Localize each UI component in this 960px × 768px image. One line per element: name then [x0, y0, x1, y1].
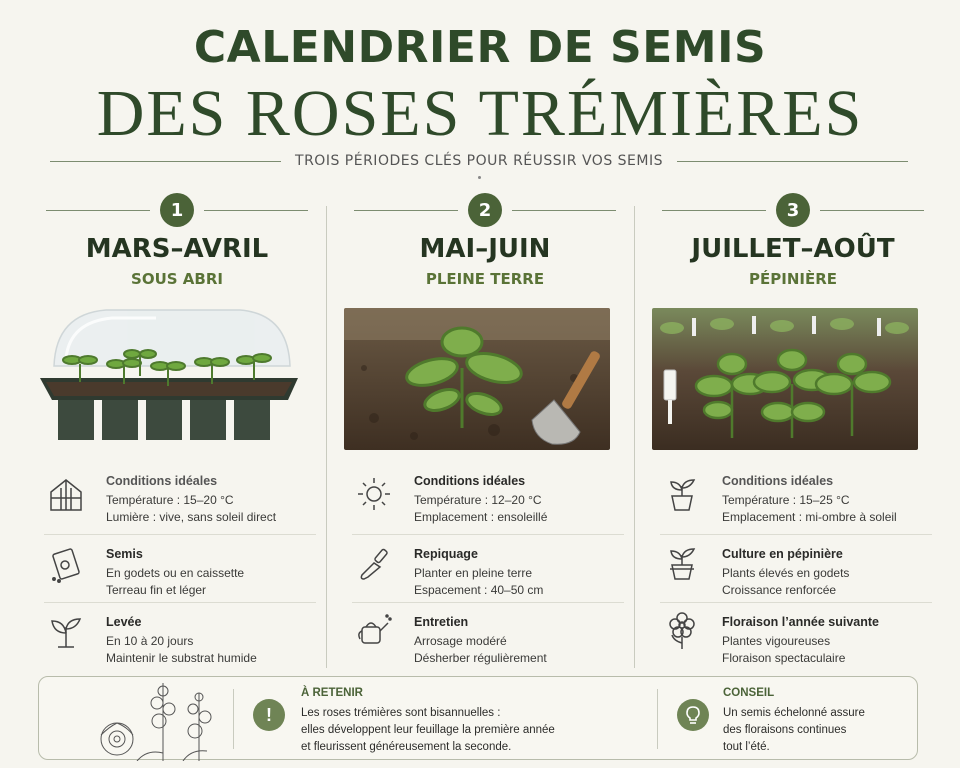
item-line: Planter en pleine terre: [414, 566, 533, 580]
levee-block: [44, 602, 316, 670]
step-number-row: [46, 194, 308, 226]
conditions-block: [660, 466, 932, 534]
divider: [46, 210, 150, 211]
item-heading: Culture en pépinière: [722, 547, 843, 561]
item-line: Plants élevés en godets: [722, 566, 850, 580]
page-subtitle: TROIS PÉRIODES CLÉS POUR RÉUSSIR VOS SEMIS: [295, 153, 663, 169]
divider: [677, 161, 908, 162]
item-heading: Conditions idéales: [414, 474, 526, 488]
item-heading: Semis: [106, 547, 143, 561]
greenhouse-icon: [46, 474, 86, 514]
conseil-line: des floraisons continues: [723, 724, 847, 736]
pepiniere-block: [660, 534, 932, 602]
conditions-block: [44, 466, 316, 534]
item-line: En godets ou en caissette: [106, 566, 245, 580]
step-number-row: [354, 194, 616, 226]
period-column-1: [32, 190, 322, 672]
page-title-line2: DES ROSES TRÉMIÈRES: [96, 77, 864, 150]
item-heading: Conditions idéales: [106, 474, 218, 488]
item-line: Maintenir le substrat humide: [106, 651, 257, 665]
retenir-text: [301, 705, 555, 756]
item-heading: Conditions idéales: [722, 474, 834, 488]
item-line: Température : 12–20 °C: [414, 493, 542, 507]
period-column-3: [648, 190, 938, 672]
item-line: Arrosage modéré: [414, 634, 507, 648]
item-heading: Repiquage: [414, 547, 478, 561]
item-line: Lumière : vive, sans soleil direct: [106, 510, 277, 524]
exclamation-icon: !: [253, 699, 285, 731]
divider: [820, 210, 924, 211]
entretien-block: [352, 602, 624, 670]
item-heading: Levée: [106, 615, 142, 629]
repiquage-block: [352, 534, 624, 602]
divider: [50, 161, 281, 162]
page-title-line1: CALENDRIER DE SEMIS: [193, 22, 767, 73]
step-number-row: [662, 194, 924, 226]
column-divider: [634, 206, 635, 668]
step-number-badge: 2: [468, 193, 502, 227]
item-heading: Floraison l’année suivante: [722, 615, 879, 629]
period-mode: PLEINE TERRE: [425, 270, 545, 288]
item-line: Espacement : 40–50 cm: [414, 583, 544, 597]
decorative-dot: [478, 176, 481, 179]
watering-can-icon: [354, 611, 394, 651]
item-line: Emplacement : mi-ombre à soleil: [722, 510, 897, 524]
item-line: Terreau fin et léger: [106, 583, 207, 597]
footer-divider: [233, 689, 234, 749]
potted-plant-icon: [662, 474, 702, 514]
item-line: Température : 15–20 °C: [106, 493, 234, 507]
floraison-block: [660, 602, 932, 670]
conseil-line: Un semis échelonné assure: [723, 707, 865, 719]
column-divider: [326, 206, 327, 668]
item-line: En 10 à 20 jours: [106, 634, 194, 648]
item-line: Désherber régulièrement: [414, 651, 547, 665]
period-title: JUILLET–AOÛT: [691, 234, 895, 264]
hollyhock-illustration: [87, 679, 227, 761]
sun-icon: [354, 474, 394, 514]
footer-panel: [38, 676, 918, 760]
sprout-icon: [46, 611, 86, 651]
period-column-2: [340, 190, 630, 672]
divider: [512, 210, 616, 211]
period-mode: PÉPINIÈRE: [749, 270, 837, 288]
potted-plant-icon: [662, 543, 702, 583]
retenir-line: Les roses trémières sont bisannuelles :: [301, 707, 501, 719]
divider: [204, 210, 308, 211]
flower-icon: [662, 611, 702, 651]
item-heading: Entretien: [414, 615, 469, 629]
seed-tray-image: [36, 308, 302, 450]
divider: [354, 210, 458, 211]
retenir-line: et fleurissent généreusement la seconde.: [301, 741, 512, 753]
retenir-heading: À RETENIR: [301, 687, 363, 699]
conseil-line: tout l’été.: [723, 741, 770, 753]
lightbulb-icon: [677, 699, 709, 731]
footer-divider: [657, 689, 658, 749]
item-line: Emplacement : ensoleillé: [414, 510, 548, 524]
divider: [662, 210, 766, 211]
step-number-badge: 1: [160, 193, 194, 227]
item-line: Floraison spectaculaire: [722, 651, 846, 665]
conditions-block: [352, 466, 624, 534]
period-mode: SOUS ABRI: [131, 270, 223, 288]
retenir-line: elles développent leur feuillage la première année: [301, 724, 555, 736]
semis-block: [44, 534, 316, 602]
seedling-soil-image: [344, 308, 610, 450]
nursery-image: [652, 308, 918, 450]
trowel-icon: [354, 543, 394, 583]
period-title: MARS–AVRIL: [85, 234, 269, 264]
conseil-heading: CONSEIL: [723, 687, 775, 699]
conseil-text: [723, 705, 865, 756]
step-number-badge: 3: [776, 193, 810, 227]
subtitle-row: [50, 150, 908, 172]
item-line: Température : 15–25 °C: [722, 493, 850, 507]
period-title: MAI–JUIN: [419, 234, 551, 264]
item-line: Croissance renforcée: [722, 583, 837, 597]
item-line: Plantes vigoureuses: [722, 634, 831, 648]
seed-packet-icon: [46, 543, 86, 583]
